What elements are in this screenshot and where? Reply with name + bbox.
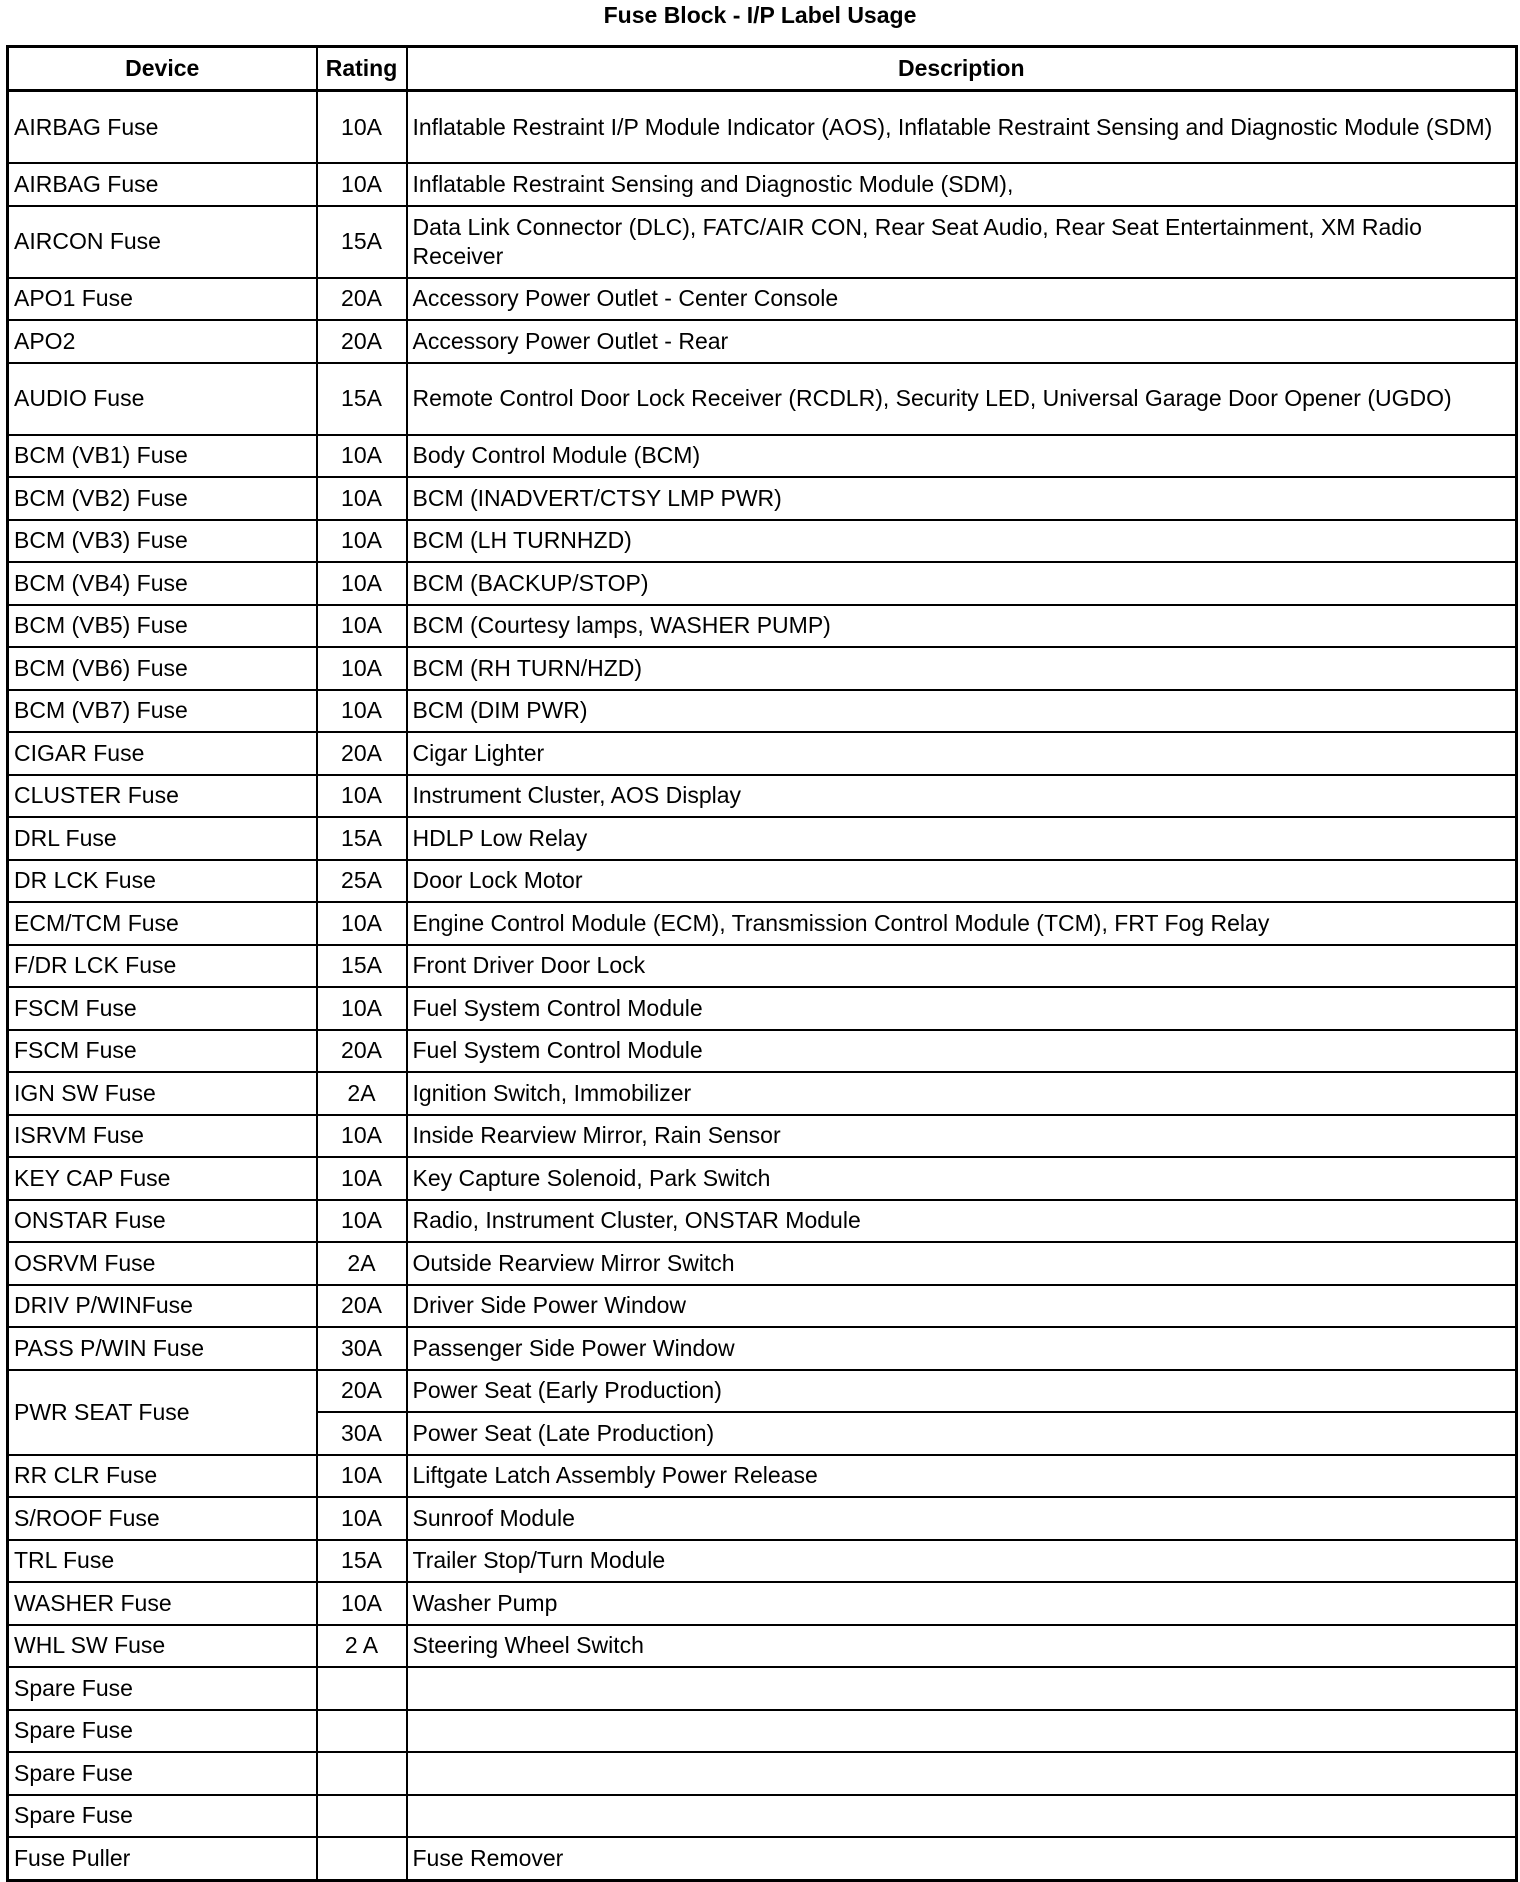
rating-cell: 10A xyxy=(317,435,407,478)
rating-cell: 20A xyxy=(317,320,407,363)
description-cell xyxy=(407,1795,1517,1838)
device-cell: FSCM Fuse xyxy=(8,1030,317,1073)
rating-cell: 10A xyxy=(317,647,407,690)
description-cell: HDLP Low Relay xyxy=(407,817,1517,860)
table-row xyxy=(8,278,1517,321)
rating-cell: 10A xyxy=(317,1157,407,1200)
description-cell: Power Seat (Early Production) xyxy=(407,1370,1517,1413)
table-row xyxy=(8,1200,1517,1243)
table-header xyxy=(8,47,1517,91)
device-cell: BCM (VB4) Fuse xyxy=(8,562,317,605)
description-cell: Remote Control Door Lock Receiver (RCDLR), Security LED, Universal Garage Door Opener (UGDO) xyxy=(407,363,1517,435)
table-body xyxy=(8,91,1517,1881)
device-cell: ECM/TCM Fuse xyxy=(8,902,317,945)
device-cell: BCM (VB3) Fuse xyxy=(8,520,317,563)
description-cell: Inflatable Restraint I/P Module Indicator (AOS), Inflatable Restraint Sensing and Diagnostic Module (SDM) xyxy=(407,91,1517,164)
description-cell: Inflatable Restraint Sensing and Diagnostic Module (SDM), xyxy=(407,163,1517,206)
description-cell: BCM (LH TURNHZD) xyxy=(407,520,1517,563)
table-row xyxy=(8,1497,1517,1540)
rating-cell xyxy=(317,1667,407,1710)
description-column-header: Description xyxy=(407,47,1517,91)
device-cell: AIRBAG Fuse xyxy=(8,163,317,206)
rating-cell: 10A xyxy=(317,1455,407,1498)
description-cell: Washer Pump xyxy=(407,1582,1517,1625)
rating-cell: 10A xyxy=(317,163,407,206)
table-row xyxy=(8,987,1517,1030)
description-cell: Key Capture Solenoid, Park Switch xyxy=(407,1157,1517,1200)
description-cell: Data Link Connector (DLC), FATC/AIR CON, Rear Seat Audio, Rear Seat Entertainment, XM Radio Receiver xyxy=(407,206,1517,278)
table-row xyxy=(8,320,1517,363)
device-cell: ONSTAR Fuse xyxy=(8,1200,317,1243)
device-cell: BCM (VB1) Fuse xyxy=(8,435,317,478)
description-cell xyxy=(407,1667,1517,1710)
description-cell: Inside Rearview Mirror, Rain Sensor xyxy=(407,1115,1517,1158)
device-cell: DRL Fuse xyxy=(8,817,317,860)
device-cell: AUDIO Fuse xyxy=(8,363,317,435)
device-cell: APO2 xyxy=(8,320,317,363)
description-cell: Sunroof Module xyxy=(407,1497,1517,1540)
fuse-table xyxy=(6,45,1518,1882)
device-cell: FSCM Fuse xyxy=(8,987,317,1030)
table-row xyxy=(8,1455,1517,1498)
description-cell: BCM (RH TURN/HZD) xyxy=(407,647,1517,690)
table-row xyxy=(8,477,1517,520)
device-cell: IGN SW Fuse xyxy=(8,1072,317,1115)
description-cell xyxy=(407,1710,1517,1753)
rating-cell: 15A xyxy=(317,206,407,278)
description-cell: BCM (Courtesy lamps, WASHER PUMP) xyxy=(407,605,1517,648)
description-cell: Radio, Instrument Cluster, ONSTAR Module xyxy=(407,1200,1517,1243)
rating-cell: 10A xyxy=(317,1115,407,1158)
device-cell: BCM (VB2) Fuse xyxy=(8,477,317,520)
table-row xyxy=(8,1752,1517,1795)
device-cell: WASHER Fuse xyxy=(8,1582,317,1625)
rating-cell: 10A xyxy=(317,520,407,563)
device-cell: BCM (VB6) Fuse xyxy=(8,647,317,690)
rating-cell: 20A xyxy=(317,278,407,321)
device-cell: KEY CAP Fuse xyxy=(8,1157,317,1200)
device-cell: BCM (VB5) Fuse xyxy=(8,605,317,648)
table-row xyxy=(8,1837,1517,1880)
table-row xyxy=(8,562,1517,605)
table-row xyxy=(8,1540,1517,1583)
description-cell: Fuel System Control Module xyxy=(407,987,1517,1030)
table-row xyxy=(8,363,1517,435)
rating-cell: 10A xyxy=(317,1497,407,1540)
rating-cell: 25A xyxy=(317,860,407,903)
device-cell: F/DR LCK Fuse xyxy=(8,945,317,988)
description-cell: Ignition Switch, Immobilizer xyxy=(407,1072,1517,1115)
device-cell: BCM (VB7) Fuse xyxy=(8,690,317,733)
table-row xyxy=(8,1285,1517,1328)
table-row xyxy=(8,945,1517,988)
rating-cell: 20A xyxy=(317,1030,407,1073)
table-row xyxy=(8,206,1517,278)
table-row xyxy=(8,1710,1517,1753)
rating-cell: 10A xyxy=(317,987,407,1030)
description-cell: Engine Control Module (ECM), Transmission Control Module (TCM), FRT Fog Relay xyxy=(407,902,1517,945)
table-row xyxy=(8,1625,1517,1668)
page-title: Fuse Block - I/P Label Usage xyxy=(603,2,917,28)
device-cell: Spare Fuse xyxy=(8,1667,317,1710)
description-cell: Trailer Stop/Turn Module xyxy=(407,1540,1517,1583)
table-row xyxy=(8,1157,1517,1200)
rating-cell: 10A xyxy=(317,775,407,818)
table-row xyxy=(8,91,1517,164)
table-row xyxy=(8,1582,1517,1625)
device-cell: PASS P/WIN Fuse xyxy=(8,1327,317,1370)
table-row xyxy=(8,860,1517,903)
table-row xyxy=(8,1370,1517,1413)
rating-cell: 10A xyxy=(317,1200,407,1243)
device-cell: CLUSTER Fuse xyxy=(8,775,317,818)
table-row xyxy=(8,435,1517,478)
rating-cell: 20A xyxy=(317,1285,407,1328)
description-cell: BCM (INADVERT/CTSY LMP PWR) xyxy=(407,477,1517,520)
description-cell: Accessory Power Outlet - Center Console xyxy=(407,278,1517,321)
header-row xyxy=(8,47,1517,91)
rating-cell: 2A xyxy=(317,1242,407,1285)
table-row xyxy=(8,605,1517,648)
rating-cell: 10A xyxy=(317,477,407,520)
description-cell: Steering Wheel Switch xyxy=(407,1625,1517,1668)
description-cell: BCM (DIM PWR) xyxy=(407,690,1517,733)
device-cell: RR CLR Fuse xyxy=(8,1455,317,1498)
description-cell: Body Control Module (BCM) xyxy=(407,435,1517,478)
description-cell: Outside Rearview Mirror Switch xyxy=(407,1242,1517,1285)
rating-cell: 2 A xyxy=(317,1625,407,1668)
device-cell: S/ROOF Fuse xyxy=(8,1497,317,1540)
table-row xyxy=(8,647,1517,690)
description-cell: Fuel System Control Module xyxy=(407,1030,1517,1073)
table-row xyxy=(8,163,1517,206)
rating-cell: 15A xyxy=(317,1540,407,1583)
rating-cell: 15A xyxy=(317,363,407,435)
device-cell: DR LCK Fuse xyxy=(8,860,317,903)
table-row xyxy=(8,1327,1517,1370)
device-cell: AIRBAG Fuse xyxy=(8,91,317,164)
table-row xyxy=(8,1072,1517,1115)
device-cell: TRL Fuse xyxy=(8,1540,317,1583)
description-cell: BCM (BACKUP/STOP) xyxy=(407,562,1517,605)
rating-cell xyxy=(317,1710,407,1753)
rating-cell: 10A xyxy=(317,690,407,733)
table-row xyxy=(8,1030,1517,1073)
device-column-header: Device xyxy=(8,47,317,91)
device-cell: CIGAR Fuse xyxy=(8,732,317,775)
table-row xyxy=(8,1115,1517,1158)
device-cell: Spare Fuse xyxy=(8,1710,317,1753)
device-cell: Spare Fuse xyxy=(8,1795,317,1838)
rating-cell: 15A xyxy=(317,945,407,988)
rating-cell: 20A xyxy=(317,732,407,775)
rating-cell: 15A xyxy=(317,817,407,860)
rating-column-header: Rating xyxy=(317,47,407,91)
rating-cell: 30A xyxy=(317,1412,407,1455)
table-row xyxy=(8,817,1517,860)
description-cell: Liftgate Latch Assembly Power Release xyxy=(407,1455,1517,1498)
description-cell: Driver Side Power Window xyxy=(407,1285,1517,1328)
description-cell xyxy=(407,1752,1517,1795)
device-cell: ISRVM Fuse xyxy=(8,1115,317,1158)
table-row xyxy=(8,1795,1517,1838)
rating-cell: 30A xyxy=(317,1327,407,1370)
table-row xyxy=(8,775,1517,818)
description-cell: Power Seat (Late Production) xyxy=(407,1412,1517,1455)
table-row xyxy=(8,1242,1517,1285)
rating-cell xyxy=(317,1837,407,1880)
device-cell: Spare Fuse xyxy=(8,1752,317,1795)
table-row xyxy=(8,902,1517,945)
table-row xyxy=(8,732,1517,775)
description-cell: Cigar Lighter xyxy=(407,732,1517,775)
rating-cell xyxy=(317,1752,407,1795)
rating-cell: 10A xyxy=(317,605,407,648)
device-cell: Fuse Puller xyxy=(8,1837,317,1880)
rating-cell xyxy=(317,1795,407,1838)
description-cell: Front Driver Door Lock xyxy=(407,945,1517,988)
device-cell: AIRCON Fuse xyxy=(8,206,317,278)
device-cell: PWR SEAT Fuse xyxy=(8,1370,317,1455)
rating-cell: 10A xyxy=(317,902,407,945)
rating-cell: 10A xyxy=(317,562,407,605)
description-cell: Passenger Side Power Window xyxy=(407,1327,1517,1370)
table-row xyxy=(8,690,1517,733)
rating-cell: 10A xyxy=(317,1582,407,1625)
table-row xyxy=(8,520,1517,563)
rating-cell: 2A xyxy=(317,1072,407,1115)
description-cell: Instrument Cluster, AOS Display xyxy=(407,775,1517,818)
device-cell: DRIV P/WINFuse xyxy=(8,1285,317,1328)
table-row xyxy=(8,1667,1517,1710)
device-cell: APO1 Fuse xyxy=(8,278,317,321)
description-cell: Door Lock Motor xyxy=(407,860,1517,903)
device-cell: OSRVM Fuse xyxy=(8,1242,317,1285)
device-cell: WHL SW Fuse xyxy=(8,1625,317,1668)
rating-cell: 10A xyxy=(317,91,407,164)
rating-cell: 20A xyxy=(317,1370,407,1413)
description-cell: Fuse Remover xyxy=(407,1837,1517,1880)
description-cell: Accessory Power Outlet - Rear xyxy=(407,320,1517,363)
